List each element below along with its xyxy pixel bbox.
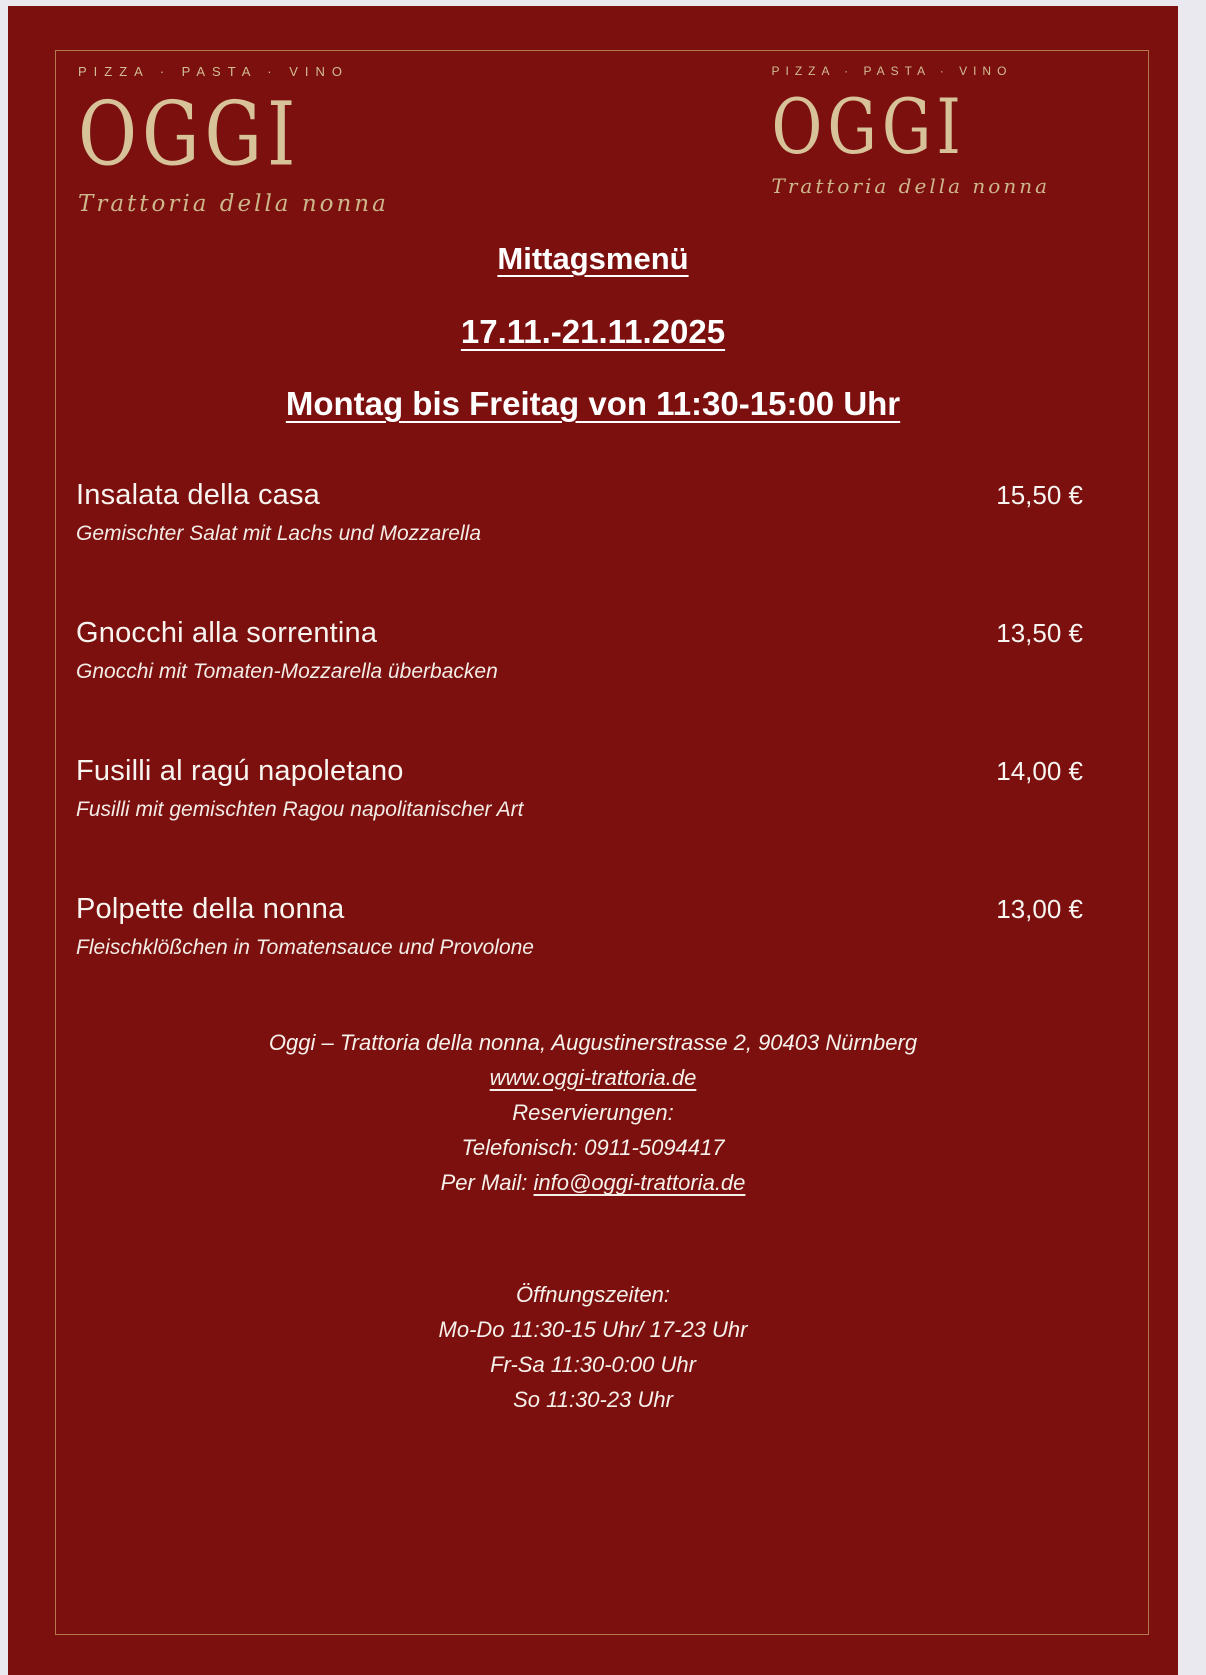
item-header xyxy=(76,893,1083,926)
menu-item xyxy=(76,617,1083,684)
logo-tagline-top: PIZZA · PASTA · VINO xyxy=(771,64,1013,78)
item-header xyxy=(76,755,1083,788)
contact-block xyxy=(8,1025,1178,1201)
item-price: 13,00 € xyxy=(996,893,1083,924)
logo-tagline-bottom: Trattoria della nonna xyxy=(771,174,1050,199)
item-description: Fleischklößchen in Tomatensauce und Provolone xyxy=(76,935,534,959)
item-price: 13,50 € xyxy=(996,617,1083,648)
mail-line xyxy=(8,1165,1178,1200)
logo-left xyxy=(78,64,389,217)
menu-title: Mittagsmenü xyxy=(497,240,689,276)
menu-item-list xyxy=(8,423,1178,960)
item-name: Gnocchi alla sorrentina xyxy=(76,616,378,649)
address-line: Oggi – Trattoria della nonna, Augustinerstrasse 2, 90403 Nürnberg xyxy=(268,1029,918,1055)
logo-row xyxy=(8,6,1178,217)
opening-hours-block xyxy=(8,1277,1178,1418)
logo-tagline-bottom: Trattoria della nonna xyxy=(78,190,389,217)
opening-hours-title: Öffnungszeiten: xyxy=(515,1281,671,1307)
mail-link[interactable]: info@oggi-trattoria.de xyxy=(533,1170,746,1196)
opening-hours-so: So 11:30-23 Uhr xyxy=(513,1387,673,1413)
menu-date-range: 17.11.-21.11.2025 xyxy=(460,312,726,350)
menu-item xyxy=(76,893,1083,960)
item-price: 15,50 € xyxy=(996,479,1083,510)
logo-wordmark: OGGI xyxy=(771,82,966,172)
website-line xyxy=(8,1060,1178,1095)
item-name: Fusilli al ragú napoletano xyxy=(76,754,404,787)
logo-tagline-top: PIZZA · PASTA · VINO xyxy=(78,64,349,79)
item-name: Insalata della casa xyxy=(76,478,321,511)
item-header xyxy=(76,479,1083,512)
reservations-label: Reservierungen: xyxy=(512,1099,674,1125)
item-description: Gemischter Salat mit Lachs und Mozzarella xyxy=(76,521,481,545)
menu-item xyxy=(76,755,1083,822)
logo-wordmark: OGGI xyxy=(78,82,301,186)
item-description: Fusilli mit gemischten Ragou napolitanischer Art xyxy=(76,797,524,821)
opening-hours-fr-sa: Fr-Sa 11:30-0:00 Uhr xyxy=(490,1351,696,1377)
menu-item xyxy=(76,479,1083,546)
opening-hours-mo-do: Mo-Do 11:30-15 Uhr/ 17-23 Uhr xyxy=(438,1316,748,1342)
item-price: 14,00 € xyxy=(996,755,1083,786)
item-header xyxy=(76,617,1083,650)
item-name: Polpette della nonna xyxy=(76,892,345,925)
phone-line: Telefonisch: 0911-5094417 xyxy=(461,1135,725,1161)
menu-headings xyxy=(8,241,1178,423)
website-link[interactable]: www.oggi-trattoria.de xyxy=(489,1064,697,1090)
logo-right xyxy=(772,64,1051,198)
menu-sheet xyxy=(8,6,1178,1675)
item-description: Gnocchi mit Tomaten-Mozzarella überbacken xyxy=(76,659,498,683)
menu-service-hours: Montag bis Freitag von 11:30-15:00 Uhr xyxy=(285,384,901,422)
mail-label: Per Mail: xyxy=(440,1170,534,1196)
